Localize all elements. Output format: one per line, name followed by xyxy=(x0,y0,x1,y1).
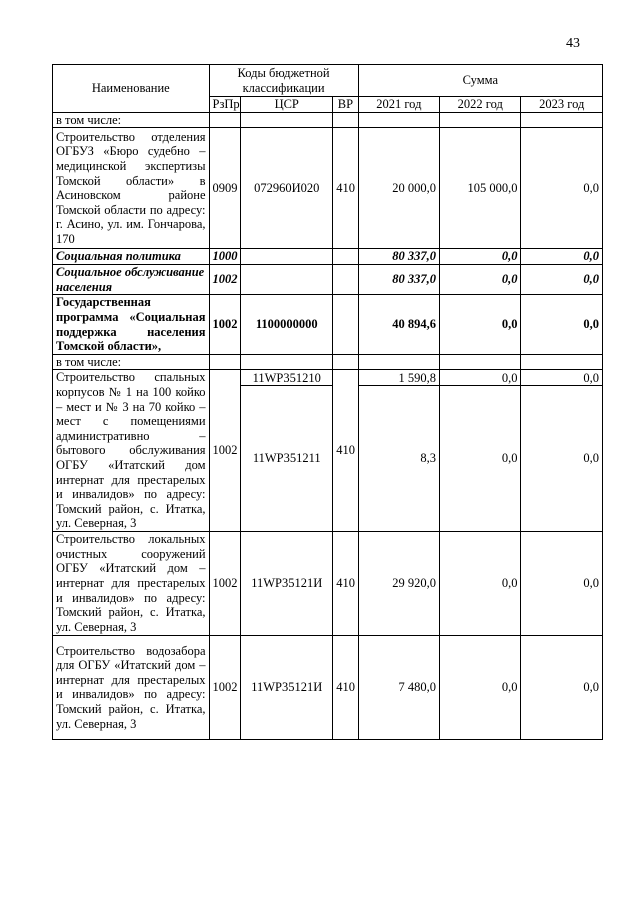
row-2022-sub-1: 0,0 xyxy=(440,370,521,386)
row-csr: 11WP35121И xyxy=(241,635,333,739)
row-name: Строительство водозабора для ОГБУ «Итатский дом – интернат для престарелых и инвалидов» по адресу: Томский район, с. Итатка, ул. Северная, 3 xyxy=(53,635,210,739)
row-2023: 0,0 xyxy=(521,295,603,354)
row-csr xyxy=(241,112,333,128)
row-2023-sub-1: 0,0 xyxy=(521,370,603,386)
row-2021-sub-2: 8,3 xyxy=(358,386,439,531)
header-rzpr: РзПр xyxy=(209,97,241,113)
page-number: 43 xyxy=(566,36,580,51)
row-name: Строительство спальных корпусов № 1 на 100 койко – мест и № 3 на 70 койко – мест с помещениями административно – бытового обслуживания ОГБУ «Итатский дом интернат для престарелых и инвалидов» по адресу: Томский район, с. Итатка, ул. Северная, 3 xyxy=(53,370,210,532)
row-2022 xyxy=(440,112,521,128)
table-row xyxy=(53,265,603,295)
row-rzpr: 1002 xyxy=(209,635,241,739)
row-vr: 410 xyxy=(333,370,358,532)
row-2023: 0,0 xyxy=(521,531,603,635)
table-row xyxy=(53,128,603,249)
row-name: в том числе: xyxy=(53,354,210,370)
table-row xyxy=(53,531,603,635)
row-2021: 20 000,0 xyxy=(358,128,439,249)
row-csr: 072960И020 xyxy=(241,128,333,249)
header-2021: 2021 год xyxy=(358,97,439,113)
row-rzpr: 1002 xyxy=(209,531,241,635)
row-name: Социальная политика xyxy=(53,249,210,265)
header-csr: ЦСР xyxy=(241,97,333,113)
table-row xyxy=(53,112,603,128)
table-row xyxy=(53,249,603,265)
row-vr: 410 xyxy=(333,128,358,249)
row-csr xyxy=(241,249,333,265)
row-2021 xyxy=(358,354,439,370)
row-vr xyxy=(333,265,358,295)
row-2022: 0,0 xyxy=(440,531,521,635)
row-rzpr: 1002 xyxy=(209,370,241,532)
table-row xyxy=(53,354,603,370)
budget-table xyxy=(52,64,603,740)
row-csr xyxy=(241,354,333,370)
row-2023: 0,0 xyxy=(521,265,603,295)
row-rzpr: 1002 xyxy=(209,295,241,354)
header-codes-group: Коды бюджетной классификации xyxy=(209,65,358,97)
table-row xyxy=(53,370,603,386)
row-rzpr: 0909 xyxy=(209,128,241,249)
header-name: Наименование xyxy=(53,65,210,113)
header-vr: ВР xyxy=(333,97,358,113)
row-csr: 1100000000 xyxy=(241,295,333,354)
row-vr xyxy=(333,249,358,265)
row-2022: 105 000,0 xyxy=(440,128,521,249)
row-2021: 80 337,0 xyxy=(358,249,439,265)
row-vr: 410 xyxy=(333,531,358,635)
row-rzpr: 1002 xyxy=(209,265,241,295)
row-vr xyxy=(333,295,358,354)
row-2023: 0,0 xyxy=(521,249,603,265)
row-2023-sub-2: 0,0 xyxy=(521,386,603,531)
row-2021-sub-1: 1 590,8 xyxy=(358,370,439,386)
table-row xyxy=(53,295,603,354)
row-rzpr xyxy=(209,354,241,370)
row-csr-sub-2: 11WP351211 xyxy=(241,386,333,531)
row-2023: 0,0 xyxy=(521,128,603,249)
row-rzpr xyxy=(209,112,241,128)
row-name: Государственная программа «Социальная поддержка населения Томской области», xyxy=(53,295,210,354)
row-csr: 11WP35121И xyxy=(241,531,333,635)
header-2023: 2023 год xyxy=(521,97,603,113)
row-2022: 0,0 xyxy=(440,265,521,295)
row-2023 xyxy=(521,112,603,128)
row-2022: 0,0 xyxy=(440,249,521,265)
row-csr xyxy=(241,265,333,295)
row-2022: 0,0 xyxy=(440,295,521,354)
row-name: Социальное обслуживание населения xyxy=(53,265,210,295)
header-2022: 2022 год xyxy=(440,97,521,113)
header-sum-group: Сумма xyxy=(358,65,602,97)
row-2021: 7 480,0 xyxy=(358,635,439,739)
row-vr xyxy=(333,112,358,128)
row-name: Строительство локальных очистных сооружений ОГБУ «Итатский дом – интернат для престарелых и инвалидов» по адресу: Томский район, с. Итатка, ул. Северная, 3 xyxy=(53,531,210,635)
row-vr xyxy=(333,354,358,370)
row-2021: 80 337,0 xyxy=(358,265,439,295)
row-2022-sub-2: 0,0 xyxy=(440,386,521,531)
row-2023 xyxy=(521,354,603,370)
row-name: Строительство отделения ОГБУЗ «Бюро судебно – медицинской экспертизы Томской области» в Асиновском районе Томской области по адресу: г. Асино, ул. им. Гончарова, 170 xyxy=(53,128,210,249)
row-2022 xyxy=(440,354,521,370)
row-rzpr: 1000 xyxy=(209,249,241,265)
row-name: в том числе: xyxy=(53,112,210,128)
row-2021: 29 920,0 xyxy=(358,531,439,635)
row-2021: 40 894,6 xyxy=(358,295,439,354)
row-csr-sub-1: 11WP351210 xyxy=(241,370,333,386)
row-2023: 0,0 xyxy=(521,635,603,739)
table-row xyxy=(53,635,603,739)
row-2022: 0,0 xyxy=(440,635,521,739)
row-vr: 410 xyxy=(333,635,358,739)
row-2021 xyxy=(358,112,439,128)
